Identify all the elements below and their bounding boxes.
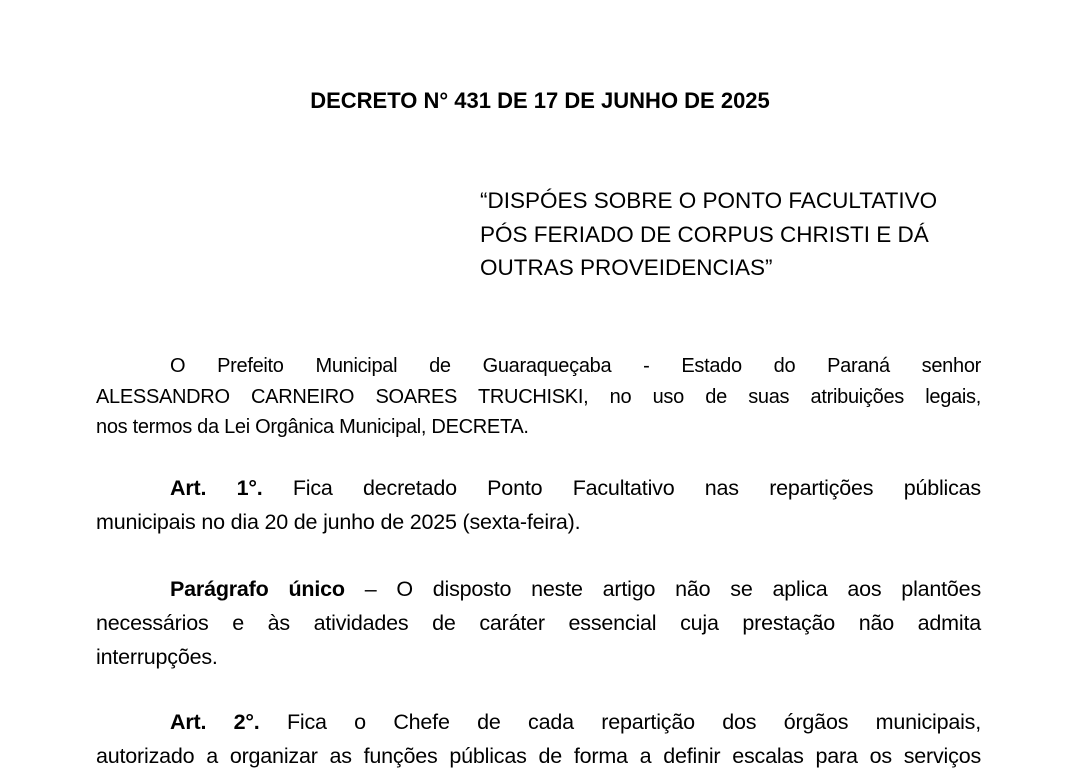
article-1-text: Fica decretado Ponto Facultativo nas repartições públicas [292,476,981,500]
article-2-text: autorizado a organizar as funções públicas de forma a definir escalas para os serviços [96,744,981,768]
ementa-line: “DISPÓES SOBRE O PONTO FACULTATIVO [480,188,938,213]
decree-title: DECRETO N° 431 DE 17 DE JUNHO DE 2025 [310,88,770,113]
article-1-label: Art. 1°. [170,476,263,500]
article-1-text: municipais no dia 20 de junho de 2025 (sexta-feira). [96,510,581,534]
paragrafo-unico-text: interrupções. [96,645,218,669]
preamble-paragraph [96,351,981,443]
article-1 [96,471,981,539]
preamble-line: O Prefeito Municipal de Guaraqueçaba - Estado do Paraná senhor [170,355,981,377]
ementa-line: OUTRAS PROVEIDENCIAS” [480,255,773,280]
preamble-line: nos termos da Lei Orgânica Municipal, DECRETA. [96,416,529,438]
article-2-text: Fica o Chefe de cada repartição dos órgãos municipais, [286,710,981,734]
paragrafo-unico-text: necessários e às atividades de caráter essencial cuja prestação não admita [96,611,981,635]
article-2-label: Art. 2°. [170,710,260,734]
ementa-line: PÓS FERIADO DE CORPUS CHRISTI E DÁ [480,221,929,247]
preamble-line: ALESSANDRO CARNEIRO SOARES TRUCHISKI, no uso de suas atribuições legais, [96,385,981,408]
paragrafo-unico [96,572,981,674]
paragrafo-unico-label: Parágrafo único [170,577,345,601]
paragrafo-unico-text: – O disposto neste artigo não se aplica aos plantões [364,577,981,601]
decree-ementa [480,184,985,285]
article-2 [96,705,981,773]
